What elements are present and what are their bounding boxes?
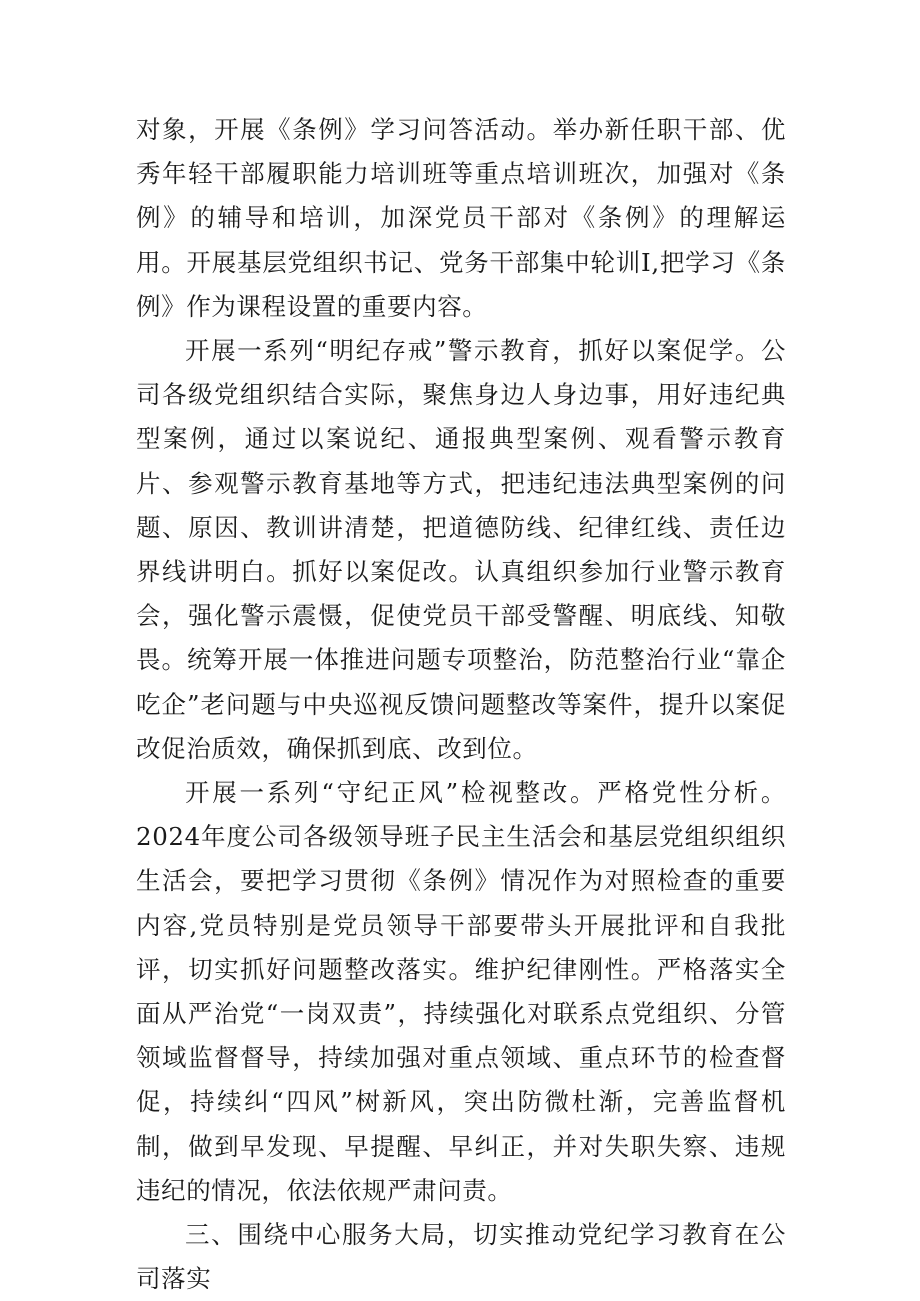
paragraph-discipline-rectification: 开展一系列“守纪正风”检视整改。严格党性分析。2024年度公司各级领导班子民主生活会和基层党组织组织生活会，要把学习贯彻《条例》情况作为对照检查的重要内容,党员特别是党员领导干部要带头开展批评和自我批评，切实抓好问题整改落实。维护纪律刚性。严格落实全面从严治党“一岗双责”，持续强化对联系点党组织、分管领域监督督导，持续加强对重点领域、重点环节的检查督促，持续纠“四风”树新风，突出防微杜渐，完善监督机制，做到早发现、早提醒、早纠正，并对失职失察、违规违纪的情况，依法依规严肃问责。 — [136, 778, 786, 1205]
paragraph-training-activities: 对象，开展《条例》学习问答活动。举办新任职干部、优秀年轻干部履职能力培训班等重点培训班次，加强对《条例》的辅导和培训，加深党员干部对《条例》的理解运用。开展基层党组织书记、党务干部集中轮训Ⅰ,把学习《条例》作为课程设置的重要内容。 — [136, 115, 786, 321]
document-body — [136, 108, 786, 1301]
section-heading-three: 三、围绕中心服务大局，切实推动党纪学习教育在公司落实 — [136, 1220, 786, 1294]
paragraph-warning-education: 开展一系列“明纪存戒”警示教育，抓好以案促学。公司各级党组织结合实际，聚焦身边人身边事，用好违纪典型案例，通过以案说纪、通报典型案例、观看警示教育片、参观警示教育基地等方式，把违纪违法典型案例的问题、原因、教训讲清楚，把道德防线、纪律红线、责任边界线讲明白。抓好以案促改。认真组织参加行业警示教育会，强化警示震慑，促使党员干部受警醒、明底线、知敬畏。统筹开展一体推进问题专项整治，防范整治行业“靠企吃企”老问题与中央巡视反馈问题整改等案件，提升以案促改促治质效，确保抓到底、改到位。 — [136, 336, 786, 763]
